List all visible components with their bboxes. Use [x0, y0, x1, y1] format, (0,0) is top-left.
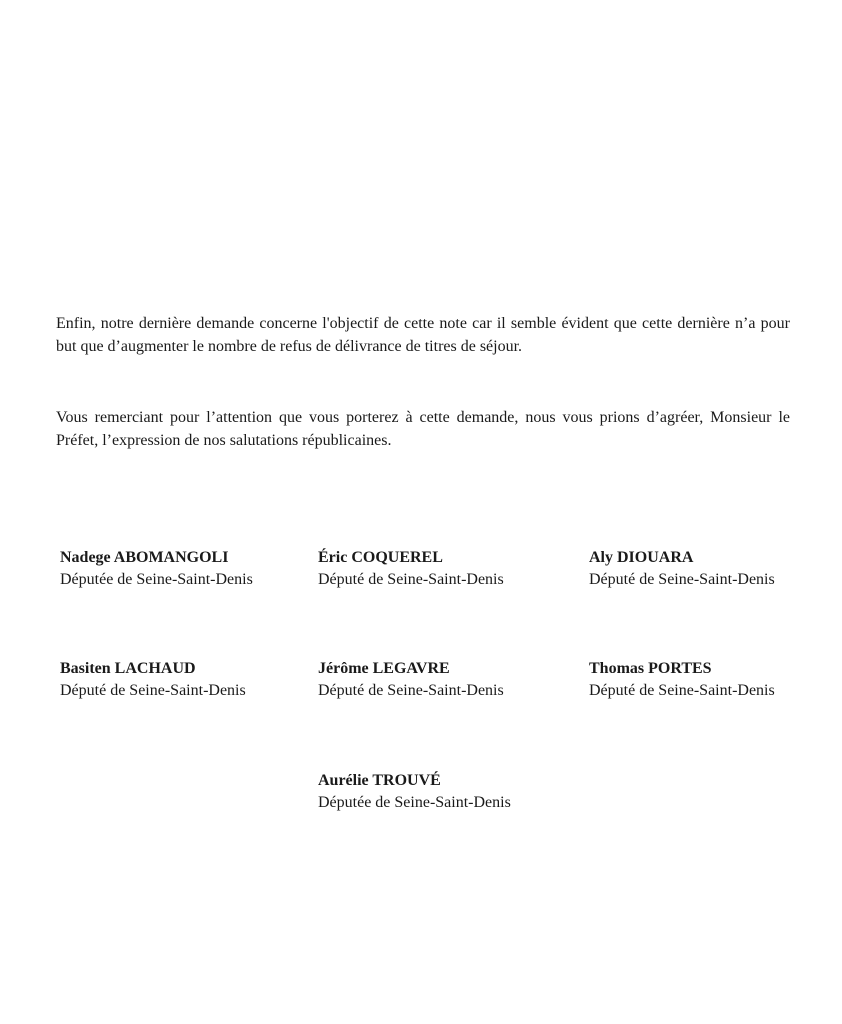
- closing-request-paragraph: Enfin, notre dernière demande concerne l'objectif de cette note car il semble évident que cette dernière n’a pour but que d’augmenter le nombre de refus de délivrance de titres de séjour.: [56, 315, 790, 355]
- signatory-title: Député de Seine-Saint-Denis: [60, 682, 246, 699]
- signatory-name: Jérôme LEGAVRE: [318, 660, 450, 677]
- signatory-title: Députée de Seine-Saint-Denis: [60, 571, 253, 588]
- signatory: [589, 547, 775, 591]
- signatory-title: Député de Seine-Saint-Denis: [318, 682, 504, 699]
- signatory: [318, 770, 511, 814]
- signatory: [60, 547, 253, 591]
- signatory-name: Nadege ABOMANGOLI: [60, 549, 229, 566]
- signatory-title: Député de Seine-Saint-Denis: [589, 571, 775, 588]
- signatory: [60, 658, 246, 702]
- signatory-name: Éric COQUEREL: [318, 549, 443, 566]
- signatory: [589, 658, 775, 702]
- signatory-title: Député de Seine-Saint-Denis: [589, 682, 775, 699]
- signatory: [318, 547, 504, 591]
- signatory-name: Aurélie TROUVÉ: [318, 772, 441, 789]
- signatory-title: Député de Seine-Saint-Denis: [318, 571, 504, 588]
- signatory-title: Députée de Seine-Saint-Denis: [318, 794, 511, 811]
- signatory-name: Thomas PORTES: [589, 660, 712, 677]
- signatory-name: Aly DIOUARA: [589, 549, 694, 566]
- signatory-name: Basiten LACHAUD: [60, 660, 196, 677]
- signatory: [318, 658, 504, 702]
- salutation-paragraph: Vous remerciant pour l’attention que vous porterez à cette demande, nous vous prions d’agréer, Monsieur le Préfet, l’expression de nos salutations républicaines.: [56, 409, 790, 449]
